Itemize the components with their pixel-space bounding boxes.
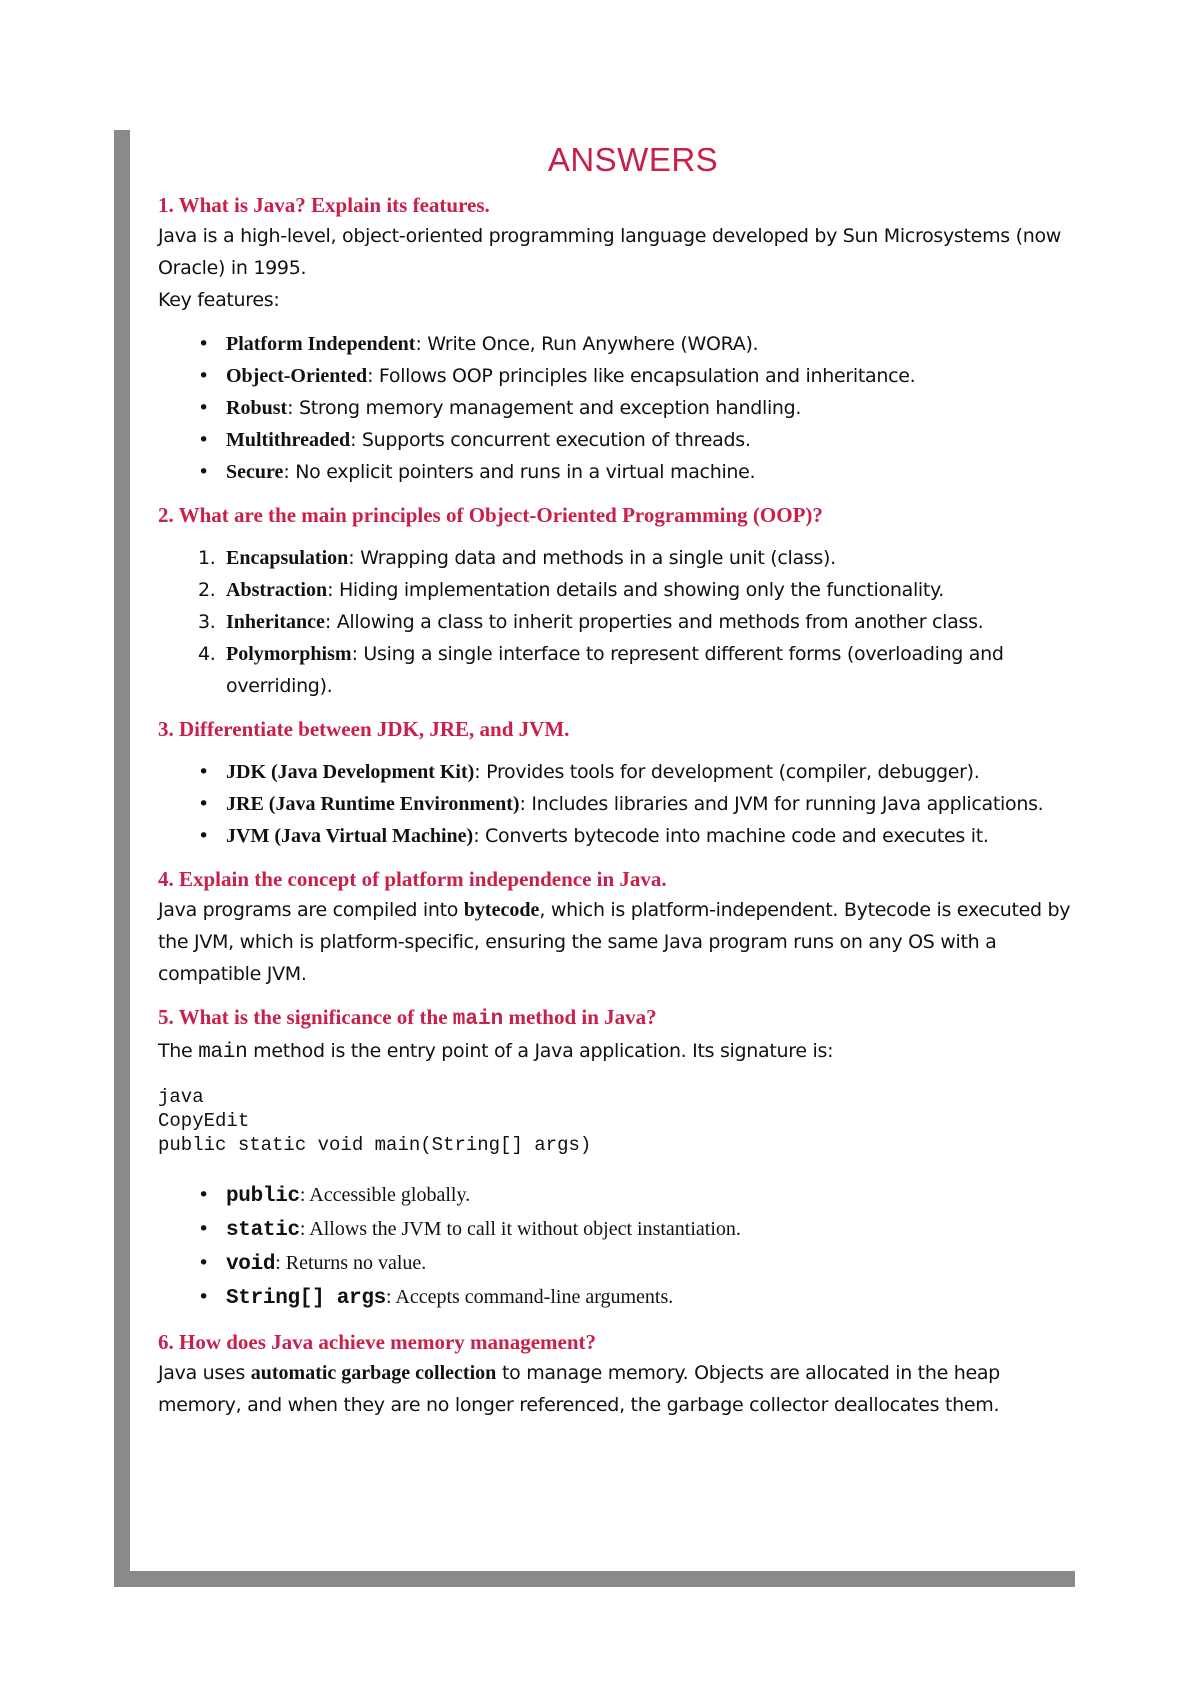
- question-3-heading: 3. Differentiate between JDK, JRE, and JVM.: [158, 717, 570, 741]
- list-item: • Multithreaded: Supports concurrent execution of threads.: [158, 424, 1078, 456]
- question-1-intro: Java is a high-level, object-oriented programming language developed by Sun Microsystems (now Oracle) in 1995.: [158, 225, 1062, 279]
- code-line-signature: public static void main(String[] args): [158, 1134, 592, 1156]
- bullet-icon: •: [198, 761, 209, 783]
- question-5-heading: 5. What is the significance of the main method in Java?: [158, 1005, 657, 1031]
- bullet-icon: •: [198, 333, 209, 355]
- page-border-bottom: [114, 1571, 1075, 1587]
- list-item: • Object-Oriented: Follows OOP principles like encapsulation and inheritance.: [158, 360, 1078, 392]
- list-item: 3. Inheritance: Allowing a class to inherit properties and methods from another class.: [198, 611, 984, 633]
- code-line-copyedit: CopyEdit: [158, 1110, 250, 1132]
- question-5-intro: The main method is the entry point of a Java application. Its signature is:: [158, 1040, 834, 1064]
- list-item: 4. Polymorphism: Using a single interface to represent different forms (overloading and overriding).: [198, 643, 1004, 697]
- key-features-label: Key features:: [158, 289, 280, 311]
- list-item: 1. Encapsulation: Wrapping data and methods in a single unit (class).: [198, 547, 836, 569]
- bullet-icon: •: [198, 461, 209, 483]
- question-4-answer: Java programs are compiled into bytecode, which is platform-independent. Bytecode is executed by the JVM, which is platform-specific, ensuring the same Java program runs on any OS with a compatible JVM.: [158, 899, 1071, 985]
- list-item: • JDK (Java Development Kit): Provides tools for development (compiler, debugger).: [158, 756, 1078, 788]
- question-6-heading: 6. How does Java achieve memory management?: [158, 1330, 597, 1354]
- question-4-heading: 4. Explain the concept of platform independence in Java.: [158, 867, 667, 891]
- list-item: • Robust: Strong memory management and exception handling.: [158, 392, 1078, 424]
- code-line-language: java: [158, 1086, 204, 1108]
- bullet-icon: •: [198, 825, 209, 847]
- list-item: • Secure: No explicit pointers and runs in a virtual machine.: [158, 456, 1078, 488]
- bullet-icon: •: [198, 1286, 209, 1308]
- main-signature-list: [158, 1179, 1078, 1315]
- bullet-icon: •: [198, 365, 209, 387]
- bullet-icon: •: [198, 1184, 209, 1206]
- bullet-icon: •: [198, 397, 209, 419]
- list-item: • Platform Independent: Write Once, Run Anywhere (WORA).: [158, 328, 1078, 360]
- list-item: • public: Accessible globally.: [158, 1179, 1078, 1213]
- bullet-icon: •: [198, 793, 209, 815]
- list-item: • static: Allows the JVM to call it without object instantiation.: [158, 1213, 1078, 1247]
- page-title: ANSWERS: [547, 141, 719, 178]
- list-item: • JRE (Java Runtime Environment): Includes libraries and JVM for running Java applications.: [158, 788, 1078, 820]
- list-item: • void: Returns no value.: [158, 1247, 1078, 1281]
- features-list: [158, 328, 1078, 488]
- bullet-icon: •: [198, 1218, 209, 1240]
- list-item: • JVM (Java Virtual Machine): Converts bytecode into machine code and executes it.: [158, 820, 1078, 852]
- question-2-heading: 2. What are the main principles of Object-Oriented Programming (OOP)?: [158, 503, 823, 527]
- bullet-icon: •: [198, 429, 209, 451]
- list-item: • String[] args: Accepts command-line arguments.: [158, 1281, 1078, 1315]
- page-border-left: [114, 130, 130, 1587]
- oop-principles-list: [158, 542, 1078, 702]
- bullet-icon: •: [198, 1252, 209, 1274]
- document-body: [158, 140, 1078, 1421]
- question-6-answer: Java uses automatic garbage collection to manage memory. Objects are allocated in the heap memory, and when they are no longer referenced, the garbage collector deallocates them.: [158, 1362, 1000, 1416]
- question-1-heading: 1. What is Java? Explain its features.: [158, 193, 490, 217]
- list-item: 2. Abstraction: Hiding implementation details and showing only the functionality.: [198, 579, 945, 601]
- jdk-jre-jvm-list: [158, 756, 1078, 852]
